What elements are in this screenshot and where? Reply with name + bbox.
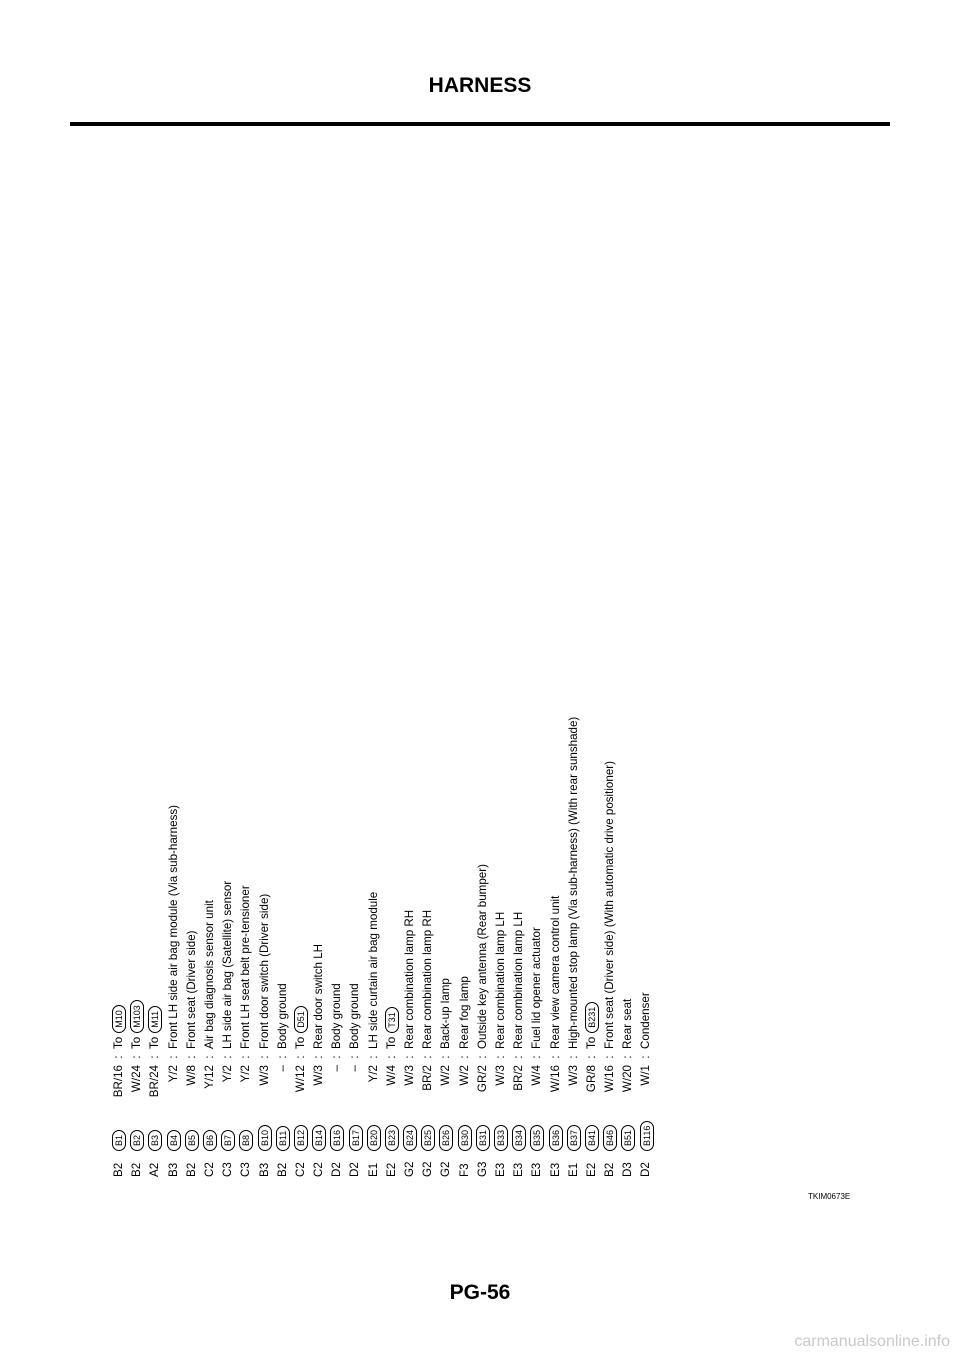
- connector-badge: B1: [112, 1130, 126, 1151]
- separator: :: [275, 1055, 289, 1059]
- table-row: [219, 637, 237, 1177]
- grid-location: E3: [493, 1162, 507, 1177]
- description-text: High-mounted stop lamp (Via sub-harness) (With rear sunshade): [566, 716, 580, 1049]
- connector-badge: B116: [640, 1121, 654, 1151]
- connector-badge: B46: [603, 1125, 617, 1151]
- separator: :: [330, 1055, 344, 1059]
- description-cell: [474, 864, 492, 1049]
- description-cell: [219, 881, 237, 1049]
- connector-cell: [512, 1109, 526, 1151]
- grid-location: G2: [403, 1161, 416, 1177]
- wire-spec: –: [348, 1065, 362, 1072]
- connector-cell: [130, 1109, 144, 1151]
- description-text: Body ground: [330, 983, 344, 1049]
- grid-location: G2: [439, 1161, 453, 1177]
- reference-badge: M10: [112, 1005, 126, 1033]
- connector-cell: [112, 1109, 126, 1151]
- table-row: [583, 637, 601, 1177]
- grid-location: A2: [148, 1162, 162, 1177]
- description-text: Rear door switch LH: [312, 943, 326, 1049]
- description-text: Fuel lid opener actuator: [530, 927, 544, 1049]
- separator: :: [312, 1055, 326, 1059]
- wire-spec: W/4: [530, 1065, 544, 1086]
- reference-badge: T31: [385, 1007, 399, 1033]
- separator: :: [348, 1055, 362, 1059]
- table-row: [365, 637, 383, 1177]
- connector-cell: [203, 1109, 217, 1151]
- wire-spec: BR/2: [421, 1065, 435, 1091]
- wire-spec: W/3: [493, 1065, 507, 1086]
- connector-cell: [640, 1109, 654, 1151]
- wire-spec: Y/2: [221, 1065, 235, 1083]
- watermark-text: carmanualsonline.info: [794, 1333, 950, 1350]
- table-row: [528, 637, 546, 1177]
- connector-badge: B30: [458, 1125, 472, 1151]
- page-number: PG-56: [449, 1281, 511, 1304]
- table-row: [201, 637, 219, 1177]
- header-rule: [70, 122, 890, 126]
- table-row: [274, 637, 292, 1177]
- description-cell: [237, 885, 255, 1049]
- wire-spec: W/4: [384, 1065, 398, 1086]
- grid-location: D2: [348, 1162, 362, 1177]
- wire-spec: GR/2: [475, 1065, 489, 1093]
- grid-location: E2: [384, 1162, 398, 1177]
- description-text: Front LH seat belt pre-tensioner: [239, 885, 253, 1049]
- connector-badge: B23: [385, 1125, 399, 1151]
- wire-spec: –: [330, 1065, 344, 1072]
- wire-spec: Y/2: [366, 1065, 380, 1083]
- connector-badge: B26: [439, 1125, 453, 1151]
- table-row: [601, 637, 619, 1177]
- description-text: Body ground: [348, 983, 362, 1049]
- table-row: [637, 637, 655, 1177]
- separator: :: [293, 1055, 307, 1059]
- description-cell: [528, 927, 546, 1049]
- description-cell: [274, 983, 292, 1049]
- connector-cell: [585, 1109, 599, 1151]
- table-row: [419, 637, 437, 1177]
- connector-cell: [567, 1109, 581, 1151]
- connector-cell: [312, 1109, 326, 1151]
- connector-badge: B6: [203, 1130, 217, 1151]
- description-cell: [128, 1000, 146, 1049]
- description-text: Body ground: [275, 983, 289, 1049]
- separator: :: [512, 1055, 526, 1059]
- connector-badge: B41: [585, 1125, 599, 1151]
- table-row: [510, 637, 528, 1177]
- reference-badge: B231: [585, 1002, 599, 1033]
- connector-badge: B7: [221, 1130, 235, 1151]
- connector-cell: [258, 1109, 272, 1151]
- description-cell: [292, 1006, 310, 1049]
- connector-badge: B16: [330, 1125, 344, 1151]
- grid-location: B2: [603, 1162, 617, 1177]
- description-text: Front door switch (Driver side): [257, 893, 271, 1049]
- table-row: [237, 637, 255, 1177]
- grid-location: C2: [293, 1162, 307, 1177]
- description-text: Back-up lamp: [439, 978, 453, 1049]
- description-cell: [565, 717, 583, 1049]
- wire-spec: –: [275, 1065, 289, 1072]
- separator: :: [475, 1055, 489, 1059]
- description-text: To: [112, 1036, 125, 1049]
- separator: :: [530, 1055, 544, 1059]
- description-text: Rear combination lamp LH: [512, 911, 526, 1049]
- description-cell: [110, 1005, 128, 1049]
- description-text: Outside key antenna (Rear bumper): [475, 864, 489, 1049]
- connector-cell: [439, 1109, 453, 1151]
- table-row: [328, 637, 346, 1177]
- table-row: [547, 637, 565, 1177]
- description-text: Condenser: [639, 992, 653, 1049]
- connector-cell: [476, 1109, 490, 1151]
- table-row: [292, 637, 310, 1177]
- table-row: [346, 637, 364, 1177]
- grid-location: E3: [530, 1162, 544, 1177]
- description-text: Air bag diagnosis sensor unit: [202, 900, 216, 1049]
- description-cell: [183, 930, 201, 1049]
- description-cell: [510, 912, 528, 1049]
- connector-badge: B24: [403, 1125, 417, 1151]
- wire-spec: W/16: [603, 1065, 617, 1093]
- wire-spec: W/16: [548, 1065, 562, 1093]
- grid-location: B2: [184, 1162, 198, 1177]
- description-text: To: [293, 1036, 307, 1049]
- connector-cell: [494, 1109, 508, 1151]
- connector-badge: B3: [148, 1130, 162, 1151]
- connector-badge: B20: [367, 1125, 381, 1151]
- grid-location: B3: [166, 1162, 180, 1177]
- wire-spec: W/12: [293, 1065, 307, 1093]
- wire-spec: W/3: [403, 1065, 416, 1086]
- table-row: [183, 637, 201, 1177]
- separator: :: [566, 1055, 580, 1059]
- description-text: To: [584, 1036, 598, 1049]
- wire-spec: BR/16: [112, 1065, 125, 1098]
- connector-badge: B31: [476, 1125, 490, 1151]
- separator: :: [439, 1055, 453, 1059]
- wire-spec: W/24: [130, 1065, 144, 1093]
- description-text: Rear view camera control unit: [548, 895, 562, 1049]
- grid-location: B2: [112, 1162, 125, 1177]
- grid-location: D2: [330, 1162, 344, 1177]
- connector-badge: B2: [130, 1130, 144, 1151]
- connector-badge: B34: [512, 1125, 526, 1151]
- description-cell: [346, 983, 364, 1049]
- wire-spec: Y/2: [239, 1065, 253, 1083]
- separator: :: [130, 1055, 144, 1059]
- table-row: [456, 637, 474, 1177]
- grid-location: D2: [639, 1162, 653, 1177]
- separator: :: [493, 1055, 507, 1059]
- wire-spec: W/2: [439, 1065, 453, 1086]
- connector-cell: [167, 1109, 181, 1151]
- table-row: [565, 637, 583, 1177]
- description-text: Rear combination lamp RH: [421, 909, 435, 1049]
- grid-location: C2: [312, 1162, 326, 1177]
- grid-location: D3: [621, 1162, 635, 1177]
- grid-location: C3: [239, 1162, 253, 1177]
- table-row: [437, 637, 455, 1177]
- description-text: Front seat (Driver side): [184, 930, 198, 1049]
- wire-spec: BR/24: [148, 1065, 162, 1098]
- connector-badge: B33: [494, 1125, 508, 1151]
- connector-cell: [349, 1109, 363, 1151]
- connector-cell: [148, 1109, 162, 1151]
- connector-badge: B4: [167, 1130, 181, 1151]
- table-row: [128, 637, 146, 1177]
- table-row: [619, 637, 637, 1177]
- description-text: LH side air bag (Satellite) sensor: [221, 880, 235, 1049]
- description-text: To: [130, 1036, 144, 1049]
- table-row: [383, 637, 401, 1177]
- wire-spec: W/8: [184, 1065, 198, 1086]
- description-cell: [165, 805, 183, 1049]
- separator: :: [603, 1055, 617, 1059]
- reference-badge: M11: [148, 1006, 162, 1033]
- connector-cell: [367, 1109, 381, 1151]
- separator: :: [239, 1055, 253, 1059]
- description-text: To: [148, 1036, 162, 1049]
- description-text: Rear fog lamp: [457, 976, 471, 1049]
- separator: :: [421, 1055, 435, 1059]
- description-text: Rear seat: [621, 998, 635, 1049]
- connector-badge: B11: [276, 1126, 290, 1151]
- separator: :: [384, 1055, 398, 1059]
- connector-cell: [530, 1109, 544, 1151]
- separator: :: [366, 1055, 380, 1059]
- separator: :: [639, 1055, 653, 1059]
- wire-spec: Y/2: [166, 1065, 180, 1083]
- separator: :: [621, 1055, 635, 1059]
- grid-location: E3: [512, 1162, 526, 1177]
- connector-badge: B14: [312, 1125, 326, 1151]
- wire-spec: BR/2: [512, 1065, 526, 1091]
- grid-location: G3: [475, 1161, 489, 1177]
- description-cell: [437, 978, 455, 1049]
- grid-location: B3: [257, 1162, 271, 1177]
- grid-location: F3: [457, 1163, 471, 1177]
- description-cell: [456, 976, 474, 1049]
- connector-cell: [603, 1109, 617, 1151]
- table-row: [110, 637, 128, 1177]
- separator: :: [457, 1055, 471, 1059]
- description-cell: [619, 999, 637, 1049]
- connector-cell: [185, 1109, 199, 1151]
- connector-cell: [221, 1109, 235, 1151]
- separator: :: [148, 1055, 162, 1059]
- wire-spec: GR/8: [584, 1065, 598, 1093]
- connector-cell: [421, 1109, 435, 1151]
- description-cell: [383, 1007, 401, 1049]
- grid-location: E1: [366, 1162, 380, 1177]
- grid-location: B2: [275, 1162, 289, 1177]
- connector-cell: [549, 1109, 563, 1151]
- description-cell: [365, 892, 383, 1049]
- wire-spec: W/1: [639, 1065, 653, 1086]
- separator: :: [548, 1055, 562, 1059]
- description-cell: [146, 1006, 164, 1049]
- description-cell: [201, 900, 219, 1049]
- connector-list: [110, 637, 656, 1177]
- connector-badge: B36: [549, 1125, 563, 1151]
- connector-badge: B17: [349, 1125, 363, 1151]
- grid-location: B2: [130, 1162, 144, 1177]
- separator: :: [257, 1055, 271, 1059]
- wire-spec: W/20: [621, 1065, 635, 1093]
- separator: :: [584, 1055, 598, 1059]
- connector-cell: [276, 1109, 290, 1151]
- description-cell: [419, 910, 437, 1049]
- connector-cell: [330, 1109, 344, 1151]
- connector-cell: [621, 1109, 635, 1151]
- connector-cell: [294, 1109, 308, 1151]
- description-cell: [583, 1002, 601, 1049]
- connector-badge: B10: [258, 1125, 272, 1151]
- connector-cell: [385, 1109, 399, 1151]
- reference-badge: D51: [294, 1006, 308, 1033]
- page-title: HARNESS: [428, 74, 532, 97]
- wire-spec: W/2: [457, 1065, 471, 1086]
- description-text: To: [384, 1036, 398, 1049]
- wire-spec: W/3: [566, 1065, 580, 1086]
- description-text: Rear combination lamp RH: [403, 909, 416, 1049]
- grid-location: C2: [202, 1162, 216, 1177]
- description-text: LH side curtain air bag module: [366, 891, 380, 1049]
- connector-badge: B35: [530, 1125, 544, 1151]
- connector-badge: B25: [421, 1125, 435, 1151]
- connector-badge: B5: [185, 1130, 199, 1151]
- description-text: Front LH side air bag module (Via sub-harness): [166, 804, 180, 1049]
- grid-location: E2: [584, 1162, 598, 1177]
- connector-badge: B8: [239, 1130, 253, 1151]
- table-row: [492, 637, 510, 1177]
- wire-spec: Y/12: [202, 1065, 216, 1089]
- wire-spec: W/3: [312, 1065, 326, 1086]
- description-text: Front seat (Driver side) (With automatic drive positioner): [603, 761, 617, 1049]
- grid-location: E1: [566, 1162, 580, 1177]
- table-row: [146, 637, 164, 1177]
- separator: :: [166, 1055, 180, 1059]
- connector-cell: [458, 1109, 472, 1151]
- reference-badge: M103: [130, 1000, 144, 1033]
- description-cell: [547, 896, 565, 1049]
- table-row: [165, 637, 183, 1177]
- description-cell: [401, 910, 419, 1049]
- connector-badge: B12: [294, 1125, 308, 1151]
- description-cell: [601, 761, 619, 1049]
- separator: :: [202, 1055, 216, 1059]
- connector-cell: [403, 1109, 417, 1151]
- table-row: [256, 637, 274, 1177]
- description-cell: [637, 992, 655, 1049]
- grid-location: E3: [548, 1162, 562, 1177]
- grid-location: C3: [221, 1162, 235, 1177]
- table-row: [401, 637, 419, 1177]
- wire-spec: W/3: [257, 1065, 271, 1086]
- separator: :: [221, 1055, 235, 1059]
- table-row: [474, 637, 492, 1177]
- grid-location: G2: [421, 1161, 435, 1177]
- description-cell: [310, 944, 328, 1049]
- connector-badge: B51: [621, 1125, 635, 1151]
- description-text: Rear combination lamp LH: [493, 911, 507, 1049]
- connector-badge: B37: [567, 1125, 581, 1151]
- separator: :: [112, 1055, 125, 1059]
- connector-cell: [239, 1109, 253, 1151]
- description-cell: [328, 983, 346, 1049]
- figure-code: TKIM0673E: [808, 1192, 851, 1201]
- description-cell: [256, 894, 274, 1049]
- separator: :: [403, 1055, 416, 1059]
- table-row: [310, 637, 328, 1177]
- separator: :: [184, 1055, 198, 1059]
- description-cell: [492, 912, 510, 1049]
